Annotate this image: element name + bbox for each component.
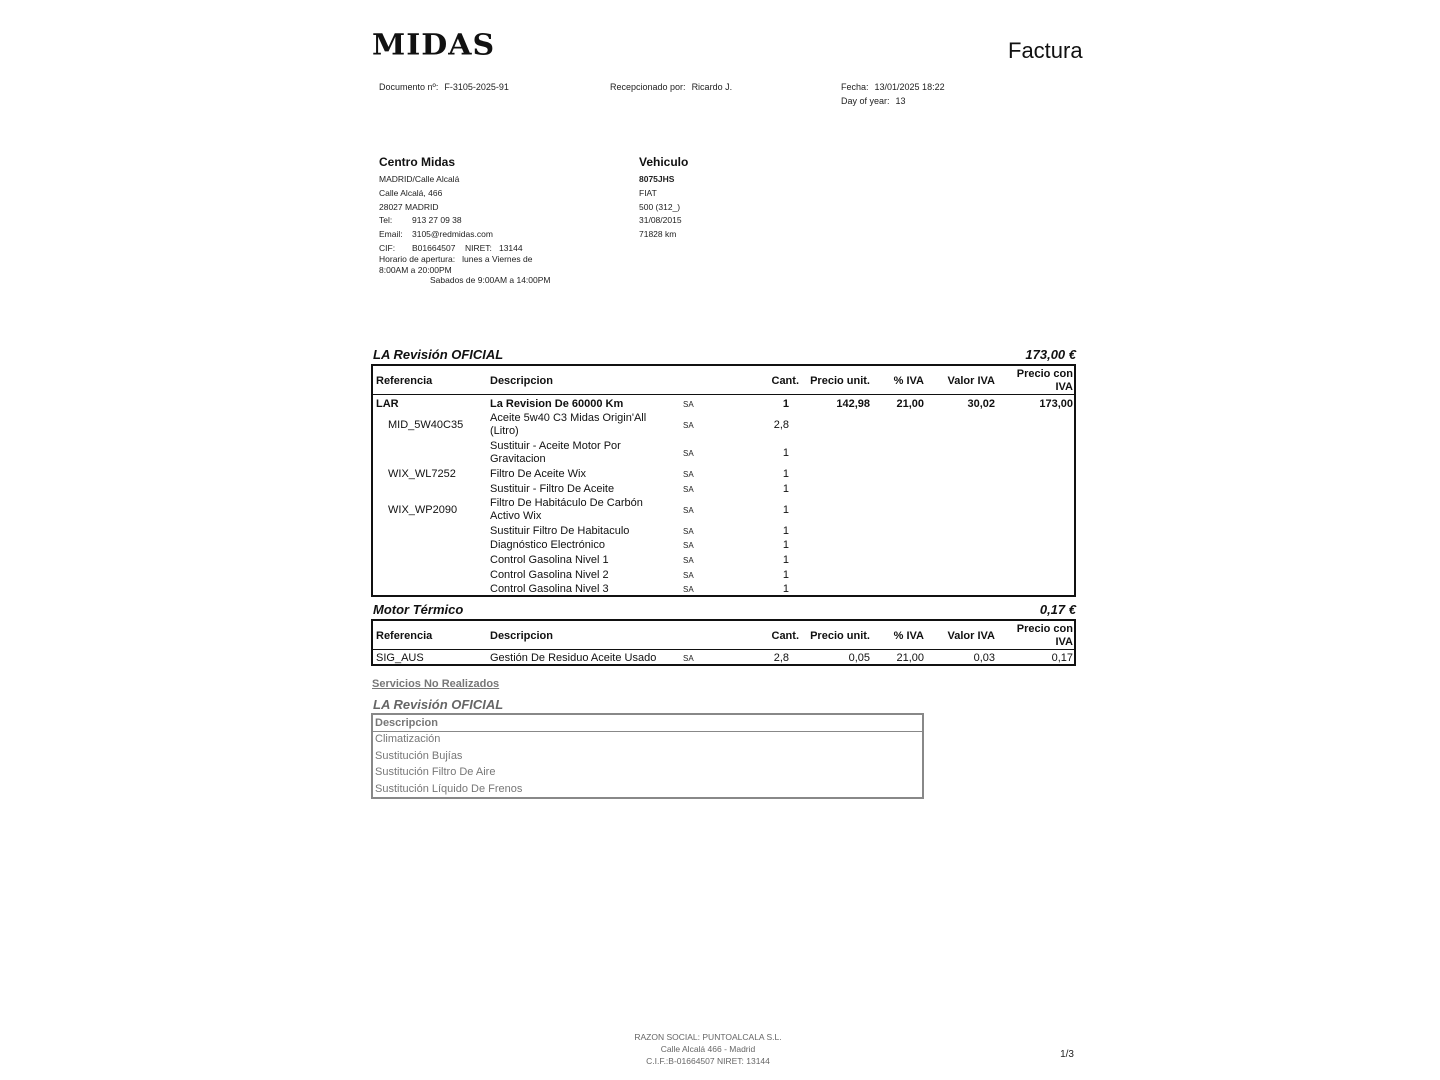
row-description [490,525,665,538]
row-precio: 142,98 [836,398,870,410]
row-description [490,497,665,522]
row-description [490,554,665,567]
no-realizados-item: Sustitución Líquido De Frenos [375,782,523,795]
row-ref: MID_5W40C35 [388,419,464,431]
row-sa: SA [683,506,694,515]
table-row [373,466,1074,481]
row-sa: SA [683,449,694,458]
row-desc-line1: Control Gasolina Nivel 2 [490,569,609,581]
cif-value: B01664507 [412,242,456,253]
page-number: 1/3 [1060,1049,1074,1060]
centro-line1: MADRID/Calle Alcalá [379,174,460,184]
no-realizados-item: Climatización [375,733,441,745]
horario-label: Horario de apertura: [379,254,456,264]
horario-value3: Sabados de 9:00AM a 14:00PM [430,275,551,285]
row-sa: SA [683,470,694,479]
footer [560,1031,856,1067]
section2-table [371,619,1076,666]
footer-line2: Calle Alcalá 466 - Madrid [660,1044,756,1054]
horario-value2: 8:00AM a 20:00PM [379,264,452,275]
row-ref: WIX_WP2090 [388,504,458,516]
row-cant: 1 [782,447,789,459]
row-cant: 1 [782,554,789,566]
centro-line3: 28027 MADRID [379,201,439,212]
table-row [373,567,1074,582]
row-description [490,398,665,411]
row-desc-line1: Sustituir - Aceite Motor Por [490,440,621,452]
col-precio-con-iva: Precio con IVA [1016,623,1073,648]
row-sa: SA [683,571,694,580]
row-precio: 0,05 [848,652,870,664]
vehiculo-km: 71828 km [639,229,677,240]
row-sa: SA [683,541,694,550]
row-sa: SA [683,421,694,430]
section1-table-header [373,366,1074,395]
email-label: Email: [379,229,403,240]
row-cant: 1 [782,483,789,495]
recepcionado-field [610,82,732,92]
row-desc-line2: (Litro) [490,424,519,437]
col-referencia: Referencia [376,375,433,387]
table-row [373,439,1074,466]
table-row [373,582,1074,596]
vehiculo-title: Vehiculo [639,155,689,169]
col-precio-unit: Precio unit. [810,630,870,642]
documento-value: F-3105-2025-91 [444,82,509,92]
vehiculo-details [639,173,682,242]
vehiculo-brand: FIAT [639,187,657,198]
documento-field [379,82,509,92]
fecha-value: 13/01/2025 18:22 [874,82,945,92]
row-sa: SA [683,527,694,536]
row-desc-line1: Sustituir Filtro De Habitaculo [490,525,630,537]
row-desc-line2: Activo Wix [490,509,542,522]
fecha-label: Fecha: [841,82,869,92]
table-row [373,496,1074,523]
row-desc-line1: Control Gasolina Nivel 3 [490,583,609,595]
row-description [490,569,665,582]
row-total: 0,17 [1051,652,1073,664]
row-valor: 30,02 [967,398,995,410]
no-realizados-col-descripcion: Descripcion [375,717,438,729]
document-title: Factura [1008,38,1083,63]
no-realizados-table [371,713,924,799]
row-sa: SA [683,485,694,494]
niret-value: 13144 [498,242,523,253]
row-cant: 1 [782,539,789,551]
row-desc-line2: Gravitacion [490,452,546,465]
centro-line2: Calle Alcalá, 466 [379,187,443,198]
row-description [490,583,665,596]
row-desc-line1: Filtro De Aceite Wix [490,468,586,480]
row-desc-line1: Aceite 5w40 C3 Midas Origin'All [490,412,647,424]
row-description [490,539,665,552]
row-ref: SIG_AUS [376,652,424,664]
row-cant: 1 [782,468,789,480]
section2-table-header [373,621,1074,650]
centro-email [379,228,579,242]
section1-table [371,364,1076,597]
row-ref: LAR [376,398,399,410]
horario-value1: lunes a Viernes de [462,254,533,264]
table-row [373,411,1074,438]
no-realizados-header [373,715,922,732]
day-of-year-field [841,96,906,106]
fecha-field [841,82,945,92]
row-sa: SA [683,556,694,565]
table-row [373,396,1074,411]
row-desc-line1: Gestión De Residuo Aceite Usado [490,652,657,664]
row-description [490,652,665,665]
row-cant: 2,8 [773,419,789,431]
row-iva: 21,00 [896,652,924,664]
section1-title: LA Revisión OFICIAL [373,347,504,362]
col-precio-unit: Precio unit. [810,375,870,387]
row-valor: 0,03 [973,652,995,664]
row-iva: 21,00 [896,398,924,410]
col-iva: % IVA [893,630,924,642]
email-value: 3105@redmidas.com [412,229,493,240]
centro-details [379,173,579,256]
midas-logo: MIDAS [372,28,496,63]
col-precio-con-iva: Precio con IVA [1016,368,1073,393]
footer-line3: C.I.F.:B-01664507 NIRET: 13144 [646,1056,770,1066]
table-row [373,651,1074,665]
documento-label: Documento nº: [379,82,439,92]
row-description [490,468,665,481]
section2-title: Motor Térmico [373,602,464,617]
row-cant: 2,8 [773,652,789,664]
vehiculo-model: 500 (312_) [639,201,681,212]
day-label: Day of year: [841,96,890,106]
no-realizados-item: Sustitución Bujías [375,749,463,762]
col-cant: Cant. [771,375,799,387]
no-realizados-section: LA Revisión OFICIAL [373,697,504,712]
cif-label: CIF: [379,242,396,253]
col-descripcion: Descripcion [490,375,553,387]
row-ref: WIX_WL7252 [388,468,456,480]
recepcionado-label: Recepcionado por: [610,82,686,92]
section2-total: 0,17 € [1039,602,1076,617]
centro-tel [379,214,579,228]
row-desc-line1: Control Gasolina Nivel 1 [490,554,609,566]
row-description [490,412,665,437]
row-description [490,440,665,465]
row-sa: SA [683,585,694,594]
col-descripcion: Descripcion [490,630,553,642]
row-cant: 1 [782,398,789,410]
row-cant: 1 [782,583,789,595]
tel-value: 913 27 09 38 [412,215,462,226]
col-valor-iva: Valor IVA [947,630,995,642]
table-row [373,523,1074,538]
recepcionado-value: Ricardo J. [691,82,733,92]
horario [379,254,559,286]
table-row [373,538,1074,552]
vehiculo-plate: 8075JHS [639,174,675,184]
no-realizados-title: Servicios No Realizados [372,678,500,690]
row-cant: 1 [782,525,789,537]
row-desc-line1: Diagnóstico Electrónico [490,539,605,551]
row-desc-line1: Sustituir - Filtro De Aceite [490,483,615,495]
row-cant: 1 [782,504,789,516]
row-sa: SA [683,400,694,409]
row-desc-line1: La Revision De 60000 Km [490,398,624,410]
centro-title: Centro Midas [379,155,456,169]
no-realizados-item: Sustitución Filtro De Aire [375,766,496,778]
day-value: 13 [895,96,906,106]
col-referencia: Referencia [376,630,433,642]
table-row [373,481,1074,496]
col-valor-iva: Valor IVA [947,375,995,387]
row-total: 173,00 [1039,398,1073,410]
niret-label: NIRET: [464,242,492,253]
col-cant: Cant. [771,630,799,642]
tel-label: Tel: [379,215,393,226]
vehiculo-date: 31/08/2015 [639,215,682,226]
table-row [373,552,1074,567]
section1-total: 173,00 € [1025,347,1076,362]
row-cant: 1 [782,569,789,581]
row-desc-line1: Filtro De Habitáculo De Carbón [490,497,643,509]
col-iva: % IVA [893,375,924,387]
row-sa: SA [683,654,694,663]
row-description [490,483,665,496]
footer-line1: RAZON SOCIAL: PUNTOALCALA S.L. [634,1032,782,1042]
